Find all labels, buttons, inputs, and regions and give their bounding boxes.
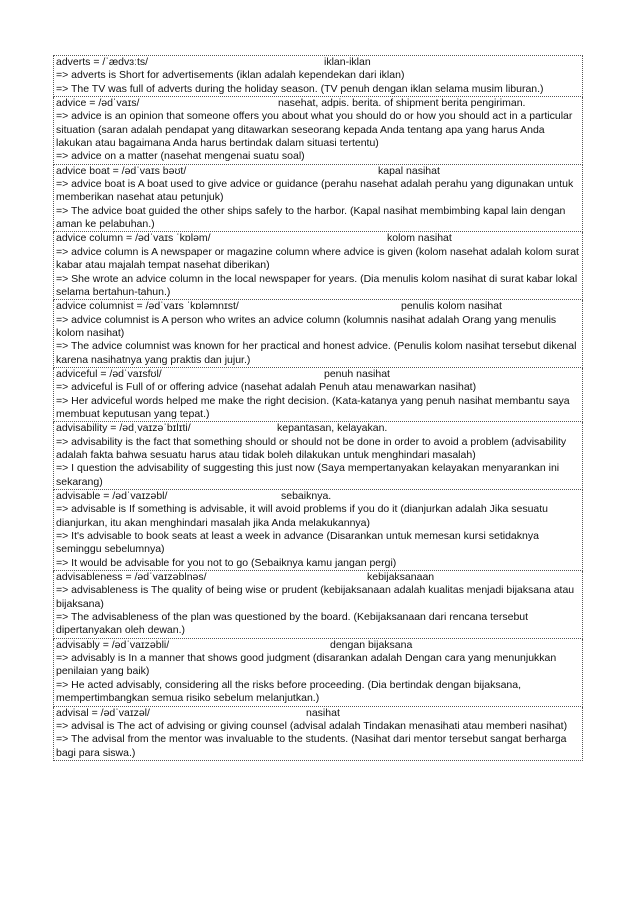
dictionary-entry: [53, 97, 583, 165]
entry-line: => It's advisable to book seats at least a week in advance (Disarankan untuk memesan kursi setidaknya seminggu sebelumnya): [56, 530, 539, 556]
entry-translation: kepantasan, kelayakan.: [277, 422, 388, 435]
entry-term: adviceful = /ədˈvaɪsfʊl/: [56, 367, 162, 380]
dictionary-entry: [53, 232, 583, 300]
entry-translation: dengan bijaksana: [330, 638, 413, 651]
entry-line: => The advisal from the mentor was invaluable to the students. (Nasihat dari mentor tersebut sangat berharga bagi para siswa.): [56, 733, 567, 759]
entry-heading: [56, 368, 580, 381]
entry-line: => She wrote an advice column in the local newspaper for years. (Dia menulis kolom nasihat di surat kabar lokal selama bertahun-tahun.): [56, 272, 578, 298]
entry-line: => adviceful is Full of or offering advice (nasehat adalah Penuh atau menawarkan nasihat): [56, 381, 477, 394]
entry-line: => advisable is If something is advisable, it will avoid problems if you do it (dianjurkan adalah Jika sesuatu dianjurkan, itu akan menghindari masalah jika Anda melakukannya): [56, 503, 549, 529]
entry-heading: [56, 490, 580, 503]
entry-term: advice boat = /ədˈvaɪs bəʊt/: [56, 164, 187, 177]
entry-heading: [56, 300, 580, 313]
entry-heading: [56, 707, 580, 720]
entry-line: => advisability is the fact that something should or should not be done in order to avoid a problem (advisability adalah fakta bahwa sesuatu harus atau tidak boleh dilakukan untuk menghindari masalah): [56, 435, 567, 461]
dictionary-entry: [53, 707, 583, 761]
dictionary-entry: [53, 422, 583, 490]
entry-translation: nasehat, adpis. berita. of shipment berita pengiriman.: [278, 97, 526, 110]
entry-line: => advice boat is A boat used to give advice or guidance (perahu nasehat adalah perahu yang digunakan untuk memberikan nasehat atau petunjuk): [56, 178, 574, 204]
entry-term: advisable = /ədˈvaɪzəbl/: [56, 490, 168, 502]
entry-line: => advisal is The act of advising or giving counsel (advisal adalah Tindakan menasihati atau memberi nasihat): [56, 719, 568, 732]
entry-line: => The advisableness of the plan was questioned by the board. (Kebijaksanaan dari rencana tersebut dipertanyakan oleh dewan.): [56, 611, 529, 637]
entry-translation: iklan-iklan: [324, 56, 371, 68]
entry-line: => advice is an opinion that someone offers you about what you should do or how you should act in a particular situation (saran adalah pendapat yang ditawarkan seseorang kepada Anda tentang apa yang harus Anda lakukan atau bagaimana Anda harus bertindak dalam situasi tertentu): [56, 110, 573, 150]
entry-line: => Her adviceful words helped me make the right decision. (Kata-katanya yang penuh nasihat membantu saya membuat keputusan yang tepat.): [56, 394, 570, 420]
entry-line: => advisably is In a manner that shows good judgment (disarankan adalah Dengan cara yang menunjukkan penilaian yang baik): [56, 652, 557, 678]
entry-line: => It would be advisable for you not to go (Sebaiknya kamu jangan pergi): [56, 556, 397, 569]
entry-line: => The advice boat guided the other ships safely to the harbor. (Kapal nasihat membimbing kapal lain dengan aman ke pelabuhan.): [56, 204, 566, 231]
entry-translation: penulis kolom nasihat: [401, 300, 502, 313]
entry-heading: [56, 165, 580, 178]
entry-line: => adverts is Short for advertisements (iklan adalah kependekan dari iklan): [56, 69, 405, 82]
entry-term: advisableness = /ədˈvaɪzəblnəs/: [56, 571, 207, 584]
dictionary-entry: [53, 300, 583, 368]
entry-term: advice columnist = /ədˈvaɪs ˈkɒləmnɪst/: [56, 300, 239, 313]
entry-heading: [56, 97, 580, 110]
entry-translation: sebaiknya.: [281, 490, 332, 502]
entry-translation: kapal nasihat: [378, 164, 440, 177]
entry-term: advisability = /ədˌvaɪzəˈbɪlɪti/: [56, 422, 191, 435]
entry-term: advice = /ədˈvaɪs/: [56, 97, 140, 110]
dictionary-entry: [53, 165, 583, 233]
entry-heading: [56, 571, 580, 584]
entry-line: => advice on a matter (nasehat mengenai suatu soal): [56, 150, 305, 163]
dictionary-entry: [53, 490, 583, 571]
entry-translation: kolom nasihat: [387, 232, 452, 245]
entry-term: adverts = /ˈædvɜːts/: [56, 56, 149, 68]
entry-heading: [56, 56, 580, 69]
entry-line: => I question the advisability of suggesting this just now (Saya mempertanyakan kelayakan menyarankan ini sekarang): [56, 462, 560, 488]
entry-translation: kebijaksanaan: [367, 571, 435, 584]
dictionary-entry: [53, 571, 583, 639]
entry-line: => He acted advisably, considering all the risks before proceeding. (Dia bertindak dengan bijaksana, mempertimbangkan semua risiko sebelum melanjutkan.): [56, 678, 521, 705]
entry-heading: [56, 232, 580, 245]
dictionary-page: [53, 55, 583, 761]
entry-translation: nasihat: [306, 706, 340, 719]
entry-heading: [56, 422, 580, 435]
dictionary-entry: [53, 639, 583, 707]
entry-term: advisal = /ədˈvaɪzəl/: [56, 706, 150, 719]
entry-heading: [56, 639, 580, 652]
dictionary-entry: [53, 368, 583, 422]
entry-term: advisably = /ədˈvaɪzəbli/: [56, 638, 170, 651]
entry-line: => advisableness is The quality of being wise or prudent (kebijaksanaan adalah kualitas menjadi bijaksana atau bijaksana): [56, 584, 575, 610]
entry-line: => advice column is A newspaper or magazine column where advice is given (kolom nasehat adalah kolom surat kabar atau majalah tempat nasehat diberikan): [56, 245, 579, 272]
entry-line: => The TV was full of adverts during the holiday season. (TV penuh dengan iklan selama musim liburan.): [56, 82, 544, 95]
entry-translation: penuh nasihat: [324, 367, 390, 380]
entry-line: => The advice columnist was known for her practical and honest advice. (Penulis kolom nasihat tersebut dikenal karena nasihatnya yang praktis dan jujur.): [56, 340, 577, 366]
entry-line: => advice columnist is A person who writes an advice column (kolumnis nasihat adalah Orang yang menulis kolom nasihat): [56, 313, 557, 339]
dictionary-entry: [53, 56, 583, 97]
entry-term: advice column = /ədˈvaɪs ˈkɒləm/: [56, 232, 211, 245]
